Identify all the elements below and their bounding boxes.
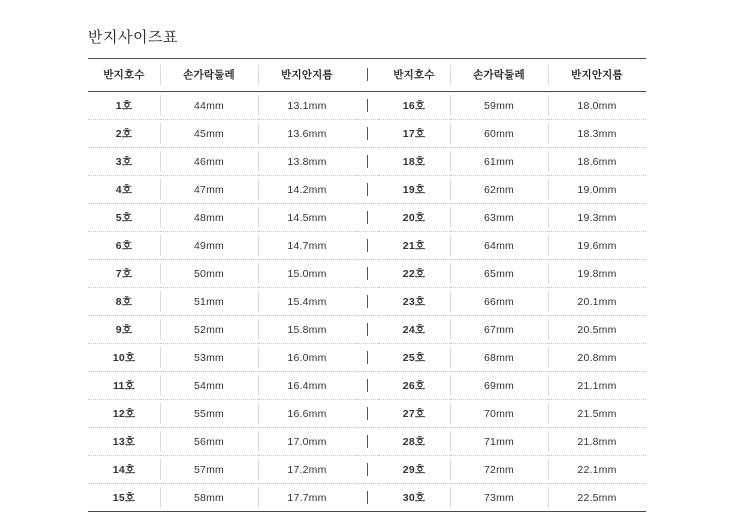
header-left-finger-circumference: 손가락둘레 — [160, 59, 258, 92]
cell-right-finger-circumference: 72mm — [450, 456, 548, 484]
cell-right-inner-diameter: 19.0mm — [548, 176, 646, 204]
cell-left-inner-diameter: 16.0mm — [258, 344, 356, 372]
table-row — [88, 344, 646, 372]
cell-right-inner-diameter: 22.1mm — [548, 456, 646, 484]
table-row — [88, 260, 646, 288]
cell-left-inner-diameter: 13.8mm — [258, 148, 356, 176]
cell-center-divider — [356, 92, 378, 120]
cell-center-divider — [356, 344, 378, 372]
ring-size-table — [88, 58, 646, 512]
table-row — [88, 232, 646, 260]
cell-right-ring-no: 21호 — [378, 232, 450, 260]
table-row — [88, 316, 646, 344]
cell-right-inner-diameter: 21.1mm — [548, 372, 646, 400]
cell-right-ring-no: 26호 — [378, 372, 450, 400]
cell-left-ring-no: 3호 — [88, 148, 160, 176]
table-row — [88, 120, 646, 148]
table-row — [88, 372, 646, 400]
cell-right-finger-circumference: 62mm — [450, 176, 548, 204]
cell-right-finger-circumference: 60mm — [450, 120, 548, 148]
table-row — [88, 176, 646, 204]
cell-center-divider — [356, 204, 378, 232]
cell-left-ring-no: 14호 — [88, 456, 160, 484]
cell-right-ring-no: 20호 — [378, 204, 450, 232]
cell-left-inner-diameter: 15.0mm — [258, 260, 356, 288]
table-row — [88, 288, 646, 316]
cell-right-finger-circumference: 69mm — [450, 372, 548, 400]
cell-left-ring-no: 2호 — [88, 120, 160, 148]
cell-right-inner-diameter: 19.3mm — [548, 204, 646, 232]
cell-right-ring-no: 25호 — [378, 344, 450, 372]
cell-left-inner-diameter: 13.6mm — [258, 120, 356, 148]
cell-center-divider — [356, 316, 378, 344]
cell-left-finger-circumference: 53mm — [160, 344, 258, 372]
cell-right-inner-diameter: 20.5mm — [548, 316, 646, 344]
cell-left-inner-diameter: 17.2mm — [258, 456, 356, 484]
cell-left-inner-diameter: 17.0mm — [258, 428, 356, 456]
cell-left-inner-diameter: 14.2mm — [258, 176, 356, 204]
table-header-row — [88, 59, 646, 92]
cell-left-inner-diameter: 14.7mm — [258, 232, 356, 260]
cell-right-inner-diameter: 18.0mm — [548, 92, 646, 120]
cell-right-finger-circumference: 70mm — [450, 400, 548, 428]
table-body — [88, 92, 646, 512]
cell-left-ring-no: 11호 — [88, 372, 160, 400]
cell-left-finger-circumference: 58mm — [160, 484, 258, 512]
table-row — [88, 428, 646, 456]
cell-left-finger-circumference: 50mm — [160, 260, 258, 288]
cell-center-divider — [356, 428, 378, 456]
cell-right-ring-no: 22호 — [378, 260, 450, 288]
cell-left-ring-no: 15호 — [88, 484, 160, 512]
cell-center-divider — [356, 148, 378, 176]
cell-left-ring-no: 4호 — [88, 176, 160, 204]
cell-left-finger-circumference: 44mm — [160, 92, 258, 120]
cell-right-finger-circumference: 66mm — [450, 288, 548, 316]
cell-right-inner-diameter: 18.6mm — [548, 148, 646, 176]
header-right-inner-diameter: 반지안지름 — [548, 59, 646, 92]
cell-left-inner-diameter: 15.8mm — [258, 316, 356, 344]
cell-left-finger-circumference: 48mm — [160, 204, 258, 232]
header-left-inner-diameter: 반지안지름 — [258, 59, 356, 92]
table-header — [88, 59, 646, 92]
cell-right-ring-no: 30호 — [378, 484, 450, 512]
cell-left-inner-diameter: 17.7mm — [258, 484, 356, 512]
cell-right-ring-no: 17호 — [378, 120, 450, 148]
cell-left-finger-circumference: 54mm — [160, 372, 258, 400]
cell-left-ring-no: 1호 — [88, 92, 160, 120]
cell-right-ring-no: 29호 — [378, 456, 450, 484]
cell-center-divider — [356, 372, 378, 400]
ring-size-table-wrapper — [88, 58, 646, 512]
cell-left-finger-circumference: 57mm — [160, 456, 258, 484]
cell-center-divider — [356, 260, 378, 288]
cell-right-finger-circumference: 59mm — [450, 92, 548, 120]
cell-left-finger-circumference: 49mm — [160, 232, 258, 260]
cell-right-finger-circumference: 73mm — [450, 484, 548, 512]
cell-left-finger-circumference: 55mm — [160, 400, 258, 428]
table-row — [88, 400, 646, 428]
cell-right-finger-circumference: 64mm — [450, 232, 548, 260]
cell-left-ring-no: 12호 — [88, 400, 160, 428]
header-right-ring-no: 반지호수 — [378, 59, 450, 92]
cell-right-finger-circumference: 61mm — [450, 148, 548, 176]
cell-left-finger-circumference: 51mm — [160, 288, 258, 316]
cell-right-ring-no: 28호 — [378, 428, 450, 456]
cell-left-finger-circumference: 52mm — [160, 316, 258, 344]
cell-left-ring-no: 6호 — [88, 232, 160, 260]
header-right-finger-circumference: 손가락둘레 — [450, 59, 548, 92]
cell-left-ring-no: 7호 — [88, 260, 160, 288]
cell-left-ring-no: 13호 — [88, 428, 160, 456]
cell-right-inner-diameter: 22.5mm — [548, 484, 646, 512]
cell-center-divider — [356, 400, 378, 428]
page-title: 반지사이즈표 — [88, 29, 178, 46]
cell-right-inner-diameter: 19.8mm — [548, 260, 646, 288]
cell-right-ring-no: 24호 — [378, 316, 450, 344]
cell-right-inner-diameter: 19.6mm — [548, 232, 646, 260]
cell-left-ring-no: 5호 — [88, 204, 160, 232]
cell-left-ring-no: 9호 — [88, 316, 160, 344]
cell-left-inner-diameter: 13.1mm — [258, 92, 356, 120]
cell-center-divider — [356, 456, 378, 484]
cell-right-inner-diameter: 21.5mm — [548, 400, 646, 428]
cell-center-divider — [356, 176, 378, 204]
cell-right-finger-circumference: 71mm — [450, 428, 548, 456]
table-row — [88, 456, 646, 484]
cell-left-finger-circumference: 45mm — [160, 120, 258, 148]
cell-right-finger-circumference: 68mm — [450, 344, 548, 372]
cell-right-ring-no: 16호 — [378, 92, 450, 120]
cell-right-finger-circumference: 63mm — [450, 204, 548, 232]
cell-right-inner-diameter: 20.1mm — [548, 288, 646, 316]
cell-center-divider — [356, 288, 378, 316]
cell-left-inner-diameter: 15.4mm — [258, 288, 356, 316]
header-center-divider — [356, 59, 378, 92]
cell-right-ring-no: 23호 — [378, 288, 450, 316]
cell-left-inner-diameter: 16.4mm — [258, 372, 356, 400]
cell-right-finger-circumference: 65mm — [450, 260, 548, 288]
cell-center-divider — [356, 484, 378, 512]
cell-left-ring-no: 8호 — [88, 288, 160, 316]
cell-right-ring-no: 19호 — [378, 176, 450, 204]
cell-right-inner-diameter: 18.3mm — [548, 120, 646, 148]
table-row — [88, 148, 646, 176]
cell-right-finger-circumference: 67mm — [450, 316, 548, 344]
cell-center-divider — [356, 120, 378, 148]
cell-left-finger-circumference: 46mm — [160, 148, 258, 176]
table-row — [88, 484, 646, 512]
header-left-ring-no: 반지호수 — [88, 59, 160, 92]
cell-right-inner-diameter: 20.8mm — [548, 344, 646, 372]
cell-right-inner-diameter: 21.8mm — [548, 428, 646, 456]
cell-left-ring-no: 10호 — [88, 344, 160, 372]
table-row — [88, 92, 646, 120]
cell-right-ring-no: 18호 — [378, 148, 450, 176]
cell-left-finger-circumference: 47mm — [160, 176, 258, 204]
cell-left-inner-diameter: 14.5mm — [258, 204, 356, 232]
cell-left-finger-circumference: 56mm — [160, 428, 258, 456]
cell-center-divider — [356, 232, 378, 260]
table-row — [88, 204, 646, 232]
cell-right-ring-no: 27호 — [378, 400, 450, 428]
cell-left-inner-diameter: 16.6mm — [258, 400, 356, 428]
